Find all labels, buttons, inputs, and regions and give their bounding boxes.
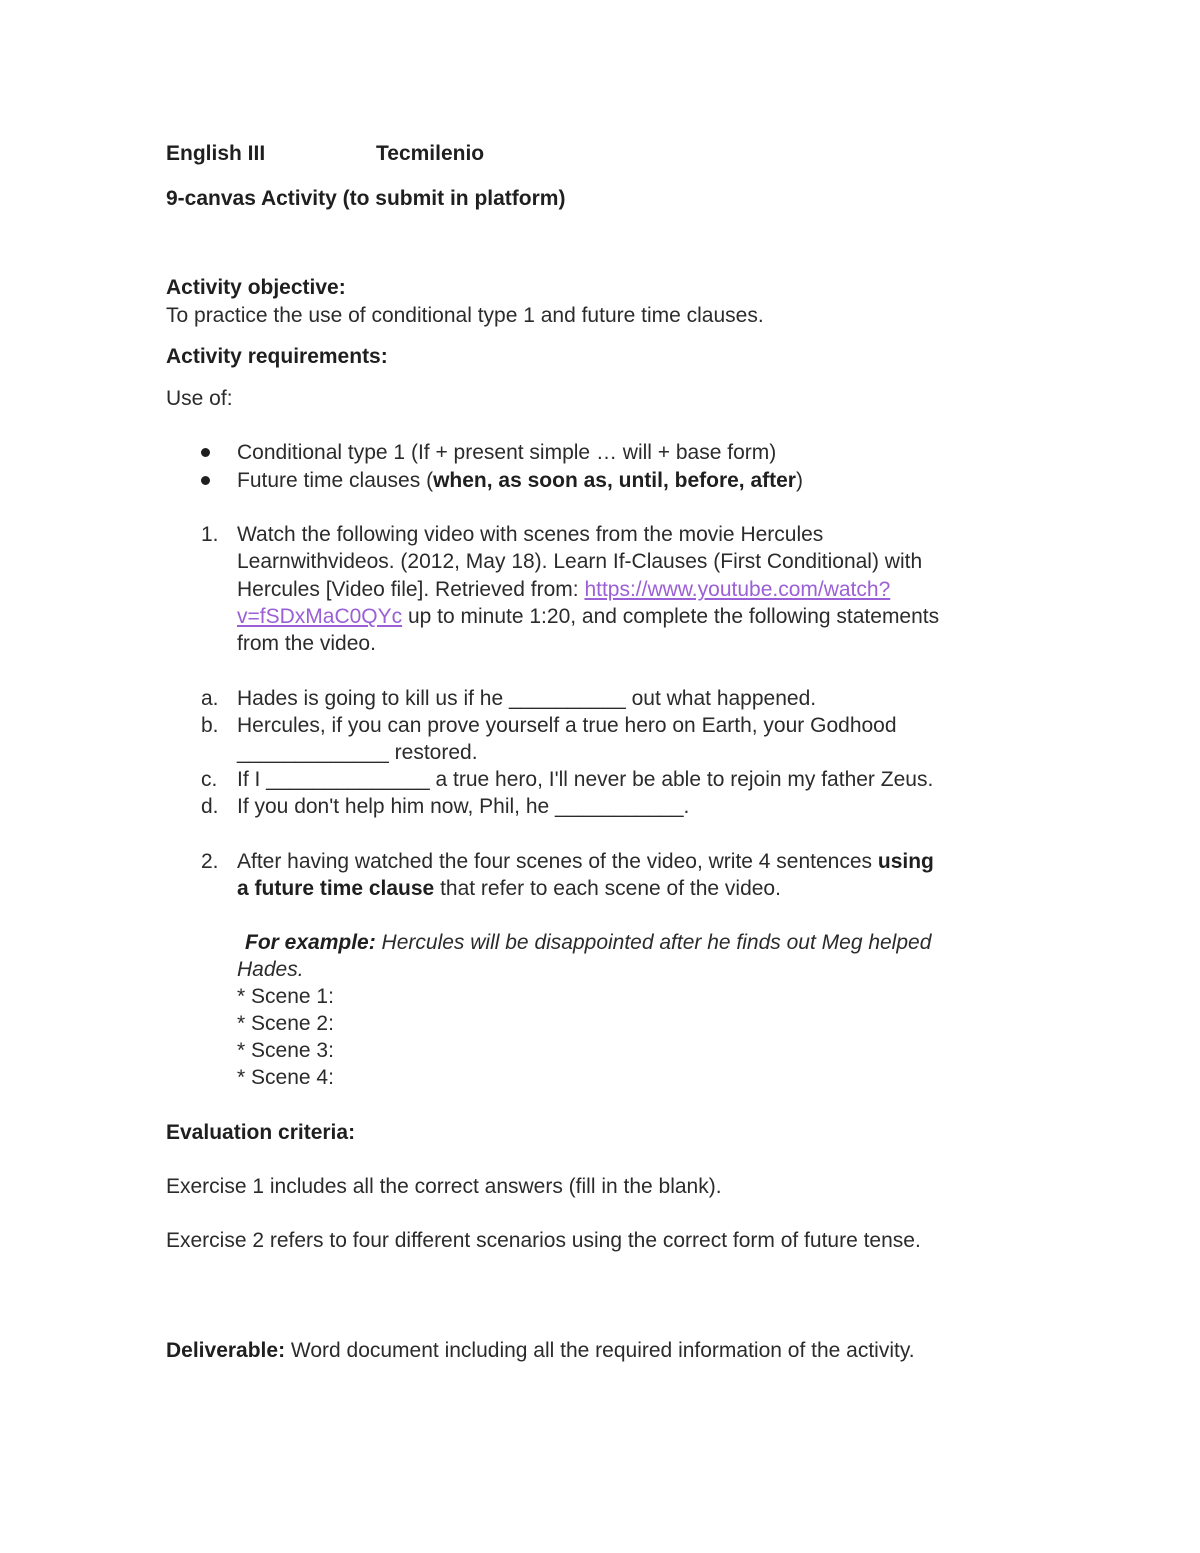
exercise-1-line: from the video.: [237, 632, 376, 655]
bullet-2-keywords: when, as soon as, until, before, after: [433, 469, 796, 492]
activity-title: 9-canvas Activity (to submit in platform): [166, 187, 566, 210]
exercise-1-line: Learnwithvideos. (2012, May 18). Learn If-Clauses (First Conditional) with: [237, 550, 923, 573]
item-letter: a.: [201, 687, 219, 710]
exercise-2-emphasis: a future time clause: [237, 877, 435, 900]
item-letter: c.: [201, 768, 218, 791]
deliverable-label: Deliverable:: [166, 1339, 286, 1362]
evaluation-criterion: Exercise 2 refers to four different scenarios using the correct form of future tense.: [166, 1229, 921, 1252]
institution-name: Tecmilenio: [376, 142, 485, 165]
example-label: For example:: [245, 931, 376, 954]
scene-line: * Scene 2:: [237, 1012, 334, 1035]
example-line: [245, 929, 931, 956]
scene-line: * Scene 3:: [237, 1039, 334, 1062]
exercise-1-number: 1.: [201, 523, 219, 546]
exercise-2-suffix: that refer to each scene of the video.: [434, 877, 781, 900]
exercise-2-prefix: After having watched the four scenes of the video, write 4 sentences: [237, 850, 878, 873]
scene-line: * Scene 1:: [237, 985, 334, 1008]
course-name: English III: [166, 142, 266, 165]
video-link[interactable]: v=fSDxMaC0QYc: [237, 605, 403, 628]
deliverable-text: Word document including all the required information of the activity.: [285, 1339, 915, 1362]
bullet-2-prefix: Future time clauses (: [237, 469, 434, 492]
fill-blank-item: If I ______________ a true hero, I'll never be able to rejoin my father Zeus.: [237, 768, 934, 791]
evaluation-heading: Evaluation criteria:: [166, 1121, 356, 1144]
exercise-1-line: [237, 576, 890, 603]
fill-blank-item: Hercules, if you can prove yourself a true hero on Earth, your Godhood: [237, 714, 897, 737]
fill-blank-item: If you don't help him now, Phil, he ___________.: [237, 795, 690, 818]
item-letter: d.: [201, 795, 219, 818]
exercise-1-line: Watch the following video with scenes from the movie Hercules: [237, 523, 824, 546]
item-letter: b.: [201, 714, 219, 737]
requirement-bullet-1: Conditional type 1 (If + present simple … will + base form): [237, 441, 777, 464]
exercise-2-emphasis: using: [877, 850, 934, 873]
requirements-heading: Activity requirements:: [166, 345, 388, 368]
deliverable-line: [166, 1337, 915, 1364]
objective-heading: Activity objective:: [166, 276, 346, 299]
exercise-2-line: [237, 875, 781, 902]
objective-text: To practice the use of conditional type 1 and future time clauses.: [166, 304, 764, 327]
exercise-1-line: [237, 603, 939, 630]
bullet-2-suffix: ): [795, 469, 803, 492]
evaluation-criterion: Exercise 1 includes all the correct answers (fill in the blank).: [166, 1175, 722, 1198]
fill-blank-item: Hades is going to kill us if he __________ out what happened.: [237, 687, 817, 710]
example-line: Hades.: [237, 958, 304, 981]
exercise-2-line: [237, 848, 934, 875]
example-text: Hercules will be disappointed after he finds out Meg helped: [375, 931, 932, 954]
retrieved-from-text: Hercules [Video file]. Retrieved from:: [237, 578, 585, 601]
after-link-text: up to minute 1:20, and complete the following statements: [402, 605, 940, 628]
scene-line: * Scene 4:: [237, 1066, 334, 1089]
bullet-dot: [201, 448, 210, 457]
bullet-dot: [201, 476, 210, 485]
video-link[interactable]: https://www.youtube.com/watch?: [584, 578, 891, 601]
requirement-bullet-2: [237, 467, 803, 494]
fill-blank-item: _____________ restored.: [237, 741, 478, 764]
requirements-intro: Use of:: [166, 387, 233, 410]
exercise-2-number: 2.: [201, 850, 219, 873]
